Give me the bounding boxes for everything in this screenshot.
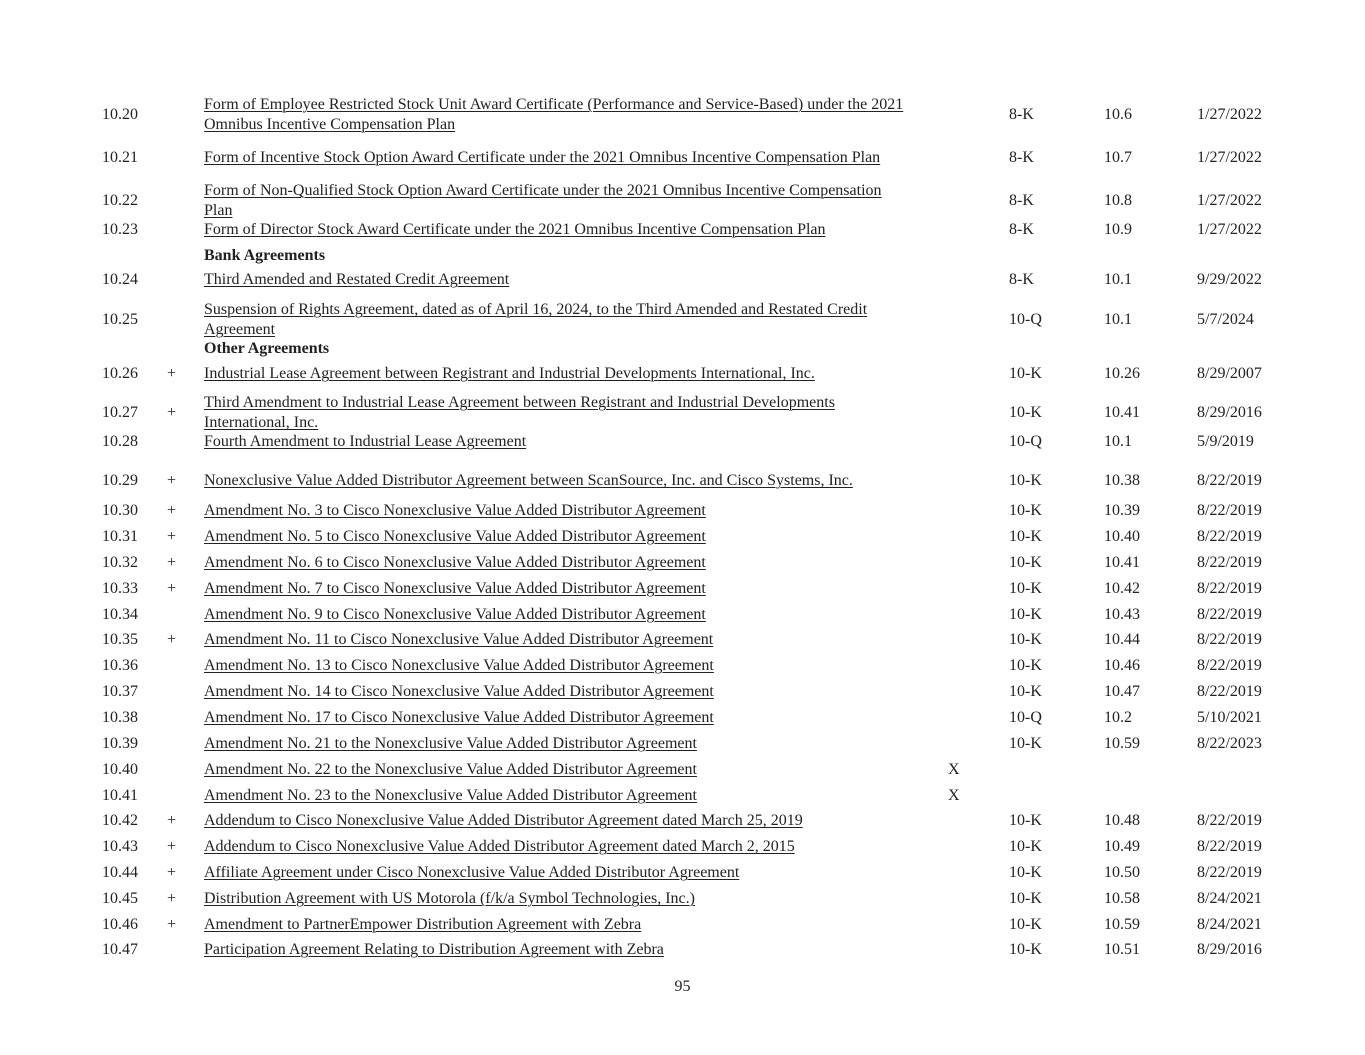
exhibit-row bbox=[0, 862, 1365, 884]
exhibit-number: 10.26 bbox=[102, 365, 138, 382]
incorporated-exhibit: 10.1 bbox=[1104, 271, 1132, 288]
page-number: 95 bbox=[674, 978, 691, 995]
incorporated-filing-date: 8/22/2019 bbox=[1197, 812, 1262, 829]
exhibit-row bbox=[0, 363, 1365, 385]
management-contract-mark: + bbox=[167, 812, 177, 829]
incorporated-exhibit: 10.41 bbox=[1104, 404, 1140, 421]
exhibit-description-link[interactable]: Form of Employee Restricted Stock Unit Award Certificate (Performance and Service-Based) under the 2021 Omnibus Incentive Compensation Plan bbox=[204, 96, 904, 133]
incorporated-exhibit: 10.51 bbox=[1104, 941, 1140, 958]
exhibit-row bbox=[0, 604, 1365, 626]
exhibit-description-link[interactable]: Form of Non-Qualified Stock Option Award Certificate under the 2021 Omnibus Incentive Compensation Plan bbox=[204, 182, 882, 219]
exhibit-number: 10.29 bbox=[102, 472, 138, 489]
incorporated-filing-date: 8/22/2019 bbox=[1197, 657, 1262, 674]
exhibit-number: 10.28 bbox=[102, 433, 138, 450]
incorporated-form: 8-K bbox=[1009, 106, 1034, 123]
exhibit-description-link[interactable]: Amendment No. 9 to Cisco Nonexclusive Value Added Distributor Agreement bbox=[204, 606, 706, 623]
incorporated-exhibit: 10.2 bbox=[1104, 709, 1132, 726]
incorporated-filing-date: 8/22/2019 bbox=[1197, 606, 1262, 623]
management-contract-mark: + bbox=[167, 554, 177, 571]
exhibit-row bbox=[0, 392, 1365, 434]
section-heading: Other Agreements bbox=[204, 340, 330, 357]
incorporated-exhibit: 10.48 bbox=[1104, 812, 1140, 829]
management-contract-mark: + bbox=[167, 528, 177, 545]
exhibit-row bbox=[0, 219, 1365, 241]
exhibit-number: 10.33 bbox=[102, 580, 138, 597]
incorporated-filing-date: 1/27/2022 bbox=[1197, 106, 1262, 123]
incorporated-exhibit: 10.26 bbox=[1104, 365, 1140, 382]
exhibit-number: 10.40 bbox=[102, 761, 138, 778]
incorporated-filing-date: 9/29/2022 bbox=[1197, 271, 1262, 288]
incorporated-exhibit: 10.59 bbox=[1104, 735, 1140, 752]
exhibit-row bbox=[0, 552, 1365, 574]
incorporated-exhibit: 10.43 bbox=[1104, 606, 1140, 623]
exhibit-number: 10.41 bbox=[102, 787, 138, 804]
incorporated-filing-date: 8/29/2007 bbox=[1197, 365, 1262, 382]
incorporated-form: 10-K bbox=[1009, 683, 1042, 700]
management-contract-mark: + bbox=[167, 365, 177, 382]
incorporated-exhibit: 10.1 bbox=[1104, 311, 1132, 328]
incorporated-form: 8-K bbox=[1009, 149, 1034, 166]
exhibit-row bbox=[0, 269, 1365, 291]
exhibit-row bbox=[0, 431, 1365, 453]
exhibit-description-link[interactable]: Third Amendment to Industrial Lease Agreement between Registrant and Industrial Developments International, Inc. bbox=[204, 394, 835, 431]
incorporated-exhibit: 10.41 bbox=[1104, 554, 1140, 571]
exhibit-description-link[interactable]: Addendum to Cisco Nonexclusive Value Added Distributor Agreement dated March 2, 2015 bbox=[204, 838, 795, 855]
incorporated-exhibit: 10.7 bbox=[1104, 149, 1132, 166]
incorporated-exhibit: 10.40 bbox=[1104, 528, 1140, 545]
incorporated-exhibit: 10.8 bbox=[1104, 192, 1132, 209]
exhibit-number: 10.27 bbox=[102, 404, 138, 421]
exhibit-row bbox=[0, 681, 1365, 703]
incorporated-filing-date: 8/24/2021 bbox=[1197, 916, 1262, 933]
incorporated-form: 10-K bbox=[1009, 404, 1042, 421]
exhibit-description-link[interactable]: Amendment to PartnerEmpower Distribution Agreement with Zebra bbox=[204, 916, 642, 933]
exhibit-row bbox=[0, 785, 1365, 807]
exhibit-row bbox=[0, 299, 1365, 341]
incorporated-form: 10-K bbox=[1009, 631, 1042, 648]
incorporated-form: 10-K bbox=[1009, 916, 1042, 933]
exhibit-description-link[interactable]: Third Amended and Restated Credit Agreement bbox=[204, 271, 510, 288]
exhibit-row bbox=[0, 500, 1365, 522]
incorporated-form: 10-Q bbox=[1009, 709, 1042, 726]
section-heading: Bank Agreements bbox=[204, 247, 326, 264]
exhibit-description-link[interactable]: Amendment No. 23 to the Nonexclusive Value Added Distributor Agreement bbox=[204, 787, 697, 804]
incorporated-form: 8-K bbox=[1009, 221, 1034, 238]
incorporated-exhibit: 10.58 bbox=[1104, 890, 1140, 907]
incorporated-exhibit: 10.9 bbox=[1104, 221, 1132, 238]
exhibit-description-link[interactable]: Industrial Lease Agreement between Registrant and Industrial Developments International, Inc. bbox=[204, 365, 815, 382]
incorporated-form: 10-Q bbox=[1009, 433, 1042, 450]
exhibit-row bbox=[0, 733, 1365, 755]
exhibit-description-link[interactable]: Amendment No. 22 to the Nonexclusive Value Added Distributor Agreement bbox=[204, 761, 697, 778]
incorporated-filing-date: 8/22/2019 bbox=[1197, 502, 1262, 519]
incorporated-filing-date: 8/22/2019 bbox=[1197, 683, 1262, 700]
exhibit-row bbox=[0, 707, 1365, 729]
exhibit-description-link[interactable]: Distribution Agreement with US Motorola (f/k/a Symbol Technologies, Inc.) bbox=[204, 890, 695, 907]
filed-herewith-mark: X bbox=[948, 761, 960, 778]
exhibit-number: 10.46 bbox=[102, 916, 138, 933]
exhibit-number: 10.35 bbox=[102, 631, 138, 648]
incorporated-form: 10-K bbox=[1009, 890, 1042, 907]
incorporated-form: 10-K bbox=[1009, 657, 1042, 674]
exhibit-description-link[interactable]: Amendment No. 13 to Cisco Nonexclusive Value Added Distributor Agreement bbox=[204, 657, 714, 674]
exhibit-row bbox=[0, 759, 1365, 781]
incorporated-filing-date: 8/22/2019 bbox=[1197, 864, 1262, 881]
exhibit-number: 10.22 bbox=[102, 192, 138, 209]
exhibit-row bbox=[0, 810, 1365, 832]
exhibit-number: 10.25 bbox=[102, 311, 138, 328]
exhibit-description-link[interactable]: Amendment No. 5 to Cisco Nonexclusive Value Added Distributor Agreement bbox=[204, 528, 706, 545]
exhibit-description-link[interactable]: Nonexclusive Value Added Distributor Agreement between ScanSource, Inc. and Cisco Systems, Inc. bbox=[204, 472, 853, 489]
exhibit-number: 10.32 bbox=[102, 554, 138, 571]
incorporated-exhibit: 10.49 bbox=[1104, 838, 1140, 855]
management-contract-mark: + bbox=[167, 472, 177, 489]
management-contract-mark: + bbox=[167, 838, 177, 855]
incorporated-form: 10-K bbox=[1009, 838, 1042, 855]
incorporated-filing-date: 1/27/2022 bbox=[1197, 221, 1262, 238]
incorporated-exhibit: 10.50 bbox=[1104, 864, 1140, 881]
incorporated-exhibit: 10.44 bbox=[1104, 631, 1140, 648]
exhibit-description-link[interactable]: Form of Incentive Stock Option Award Certificate under the 2021 Omnibus Incentive Compensation Plan bbox=[204, 149, 881, 166]
incorporated-form: 10-K bbox=[1009, 941, 1042, 958]
incorporated-filing-date: 5/10/2021 bbox=[1197, 709, 1262, 726]
exhibit-number: 10.38 bbox=[102, 709, 138, 726]
exhibit-number: 10.30 bbox=[102, 502, 138, 519]
management-contract-mark: + bbox=[167, 404, 177, 421]
incorporated-filing-date: 8/22/2019 bbox=[1197, 580, 1262, 597]
incorporated-exhibit: 10.42 bbox=[1104, 580, 1140, 597]
incorporated-form: 10-K bbox=[1009, 812, 1042, 829]
exhibit-description-link[interactable]: Amendment No. 6 to Cisco Nonexclusive Value Added Distributor Agreement bbox=[204, 554, 706, 571]
exhibit-description-link[interactable]: Form of Director Stock Award Certificate under the 2021 Omnibus Incentive Compensation Plan bbox=[204, 221, 826, 238]
exhibit-number: 10.42 bbox=[102, 812, 138, 829]
incorporated-filing-date: 8/22/2019 bbox=[1197, 472, 1262, 489]
incorporated-filing-date: 5/7/2024 bbox=[1197, 311, 1254, 328]
incorporated-filing-date: 8/22/2019 bbox=[1197, 554, 1262, 571]
incorporated-filing-date: 8/22/2019 bbox=[1197, 838, 1262, 855]
exhibit-number: 10.36 bbox=[102, 657, 138, 674]
incorporated-form: 10-Q bbox=[1009, 311, 1042, 328]
incorporated-exhibit: 10.59 bbox=[1104, 916, 1140, 933]
exhibit-number: 10.34 bbox=[102, 606, 138, 623]
exhibit-description-link[interactable]: Suspension of Rights Agreement, dated as of April 16, 2024, to the Third Amended and Restated Credit Agreement bbox=[204, 301, 868, 338]
exhibit-description-link[interactable]: Affiliate Agreement under Cisco Nonexclusive Value Added Distributor Agreement bbox=[204, 864, 740, 881]
exhibit-row bbox=[0, 180, 1365, 222]
exhibit-number: 10.21 bbox=[102, 149, 138, 166]
management-contract-mark: + bbox=[167, 864, 177, 881]
exhibit-number: 10.44 bbox=[102, 864, 138, 881]
incorporated-form: 8-K bbox=[1009, 192, 1034, 209]
exhibit-number: 10.43 bbox=[102, 838, 138, 855]
management-contract-mark: + bbox=[167, 916, 177, 933]
incorporated-form: 10-K bbox=[1009, 472, 1042, 489]
exhibit-number: 10.31 bbox=[102, 528, 138, 545]
exhibit-number: 10.39 bbox=[102, 735, 138, 752]
exhibit-row bbox=[0, 888, 1365, 910]
exhibit-row bbox=[0, 655, 1365, 677]
incorporated-form: 10-K bbox=[1009, 502, 1042, 519]
exhibit-description-link[interactable]: Amendment No. 14 to Cisco Nonexclusive Value Added Distributor Agreement bbox=[204, 683, 714, 700]
incorporated-filing-date: 8/22/2023 bbox=[1197, 735, 1262, 752]
exhibit-row bbox=[0, 460, 1365, 502]
incorporated-filing-date: 1/27/2022 bbox=[1197, 149, 1262, 166]
incorporated-exhibit: 10.46 bbox=[1104, 657, 1140, 674]
incorporated-form: 10-K bbox=[1009, 606, 1042, 623]
incorporated-filing-date: 1/27/2022 bbox=[1197, 192, 1262, 209]
exhibit-description-link[interactable]: Addendum to Cisco Nonexclusive Value Added Distributor Agreement dated March 25, 2019 bbox=[204, 812, 803, 829]
section-heading-row bbox=[0, 339, 1365, 359]
incorporated-filing-date: 8/29/2016 bbox=[1197, 941, 1262, 958]
exhibit-description-link[interactable]: Participation Agreement Relating to Distribution Agreement with Zebra bbox=[204, 941, 664, 958]
exhibit-number: 10.37 bbox=[102, 683, 138, 700]
incorporated-exhibit: 10.1 bbox=[1104, 433, 1132, 450]
exhibit-description-link[interactable]: Amendment No. 17 to Cisco Nonexclusive Value Added Distributor Agreement bbox=[204, 709, 714, 726]
exhibit-description-link[interactable]: Fourth Amendment to Industrial Lease Agreement bbox=[204, 433, 527, 450]
incorporated-form: 10-K bbox=[1009, 580, 1042, 597]
exhibit-description-link[interactable]: Amendment No. 21 to the Nonexclusive Value Added Distributor Agreement bbox=[204, 735, 697, 752]
incorporated-exhibit: 10.39 bbox=[1104, 502, 1140, 519]
management-contract-mark: + bbox=[167, 890, 177, 907]
exhibit-row bbox=[0, 137, 1365, 179]
incorporated-form: 8-K bbox=[1009, 271, 1034, 288]
incorporated-form: 10-K bbox=[1009, 528, 1042, 545]
management-contract-mark: + bbox=[167, 580, 177, 597]
management-contract-mark: + bbox=[167, 502, 177, 519]
exhibit-row bbox=[0, 939, 1365, 961]
incorporated-filing-date: 8/22/2019 bbox=[1197, 528, 1262, 545]
incorporated-form: 10-K bbox=[1009, 864, 1042, 881]
exhibit-row bbox=[0, 836, 1365, 858]
exhibit-row bbox=[0, 94, 1365, 136]
incorporated-filing-date: 8/29/2016 bbox=[1197, 404, 1262, 421]
exhibit-row bbox=[0, 629, 1365, 651]
exhibit-row bbox=[0, 914, 1365, 936]
incorporated-exhibit: 10.6 bbox=[1104, 106, 1132, 123]
exhibit-number: 10.24 bbox=[102, 271, 138, 288]
filed-herewith-mark: X bbox=[948, 787, 960, 804]
incorporated-filing-date: 8/22/2019 bbox=[1197, 631, 1262, 648]
exhibit-number: 10.45 bbox=[102, 890, 138, 907]
exhibit-description-link[interactable]: Amendment No. 11 to Cisco Nonexclusive Value Added Distributor Agreement bbox=[204, 631, 714, 648]
incorporated-filing-date: 8/24/2021 bbox=[1197, 890, 1262, 907]
exhibit-row bbox=[0, 578, 1365, 600]
incorporated-form: 10-K bbox=[1009, 365, 1042, 382]
management-contract-mark: + bbox=[167, 631, 177, 648]
exhibit-number: 10.47 bbox=[102, 941, 138, 958]
incorporated-exhibit: 10.38 bbox=[1104, 472, 1140, 489]
exhibit-number: 10.20 bbox=[102, 106, 138, 123]
incorporated-form: 10-K bbox=[1009, 735, 1042, 752]
incorporated-form: 10-K bbox=[1009, 554, 1042, 571]
incorporated-exhibit: 10.47 bbox=[1104, 683, 1140, 700]
exhibit-description-link[interactable]: Amendment No. 3 to Cisco Nonexclusive Value Added Distributor Agreement bbox=[204, 502, 706, 519]
exhibit-description-link[interactable]: Amendment No. 7 to Cisco Nonexclusive Value Added Distributor Agreement bbox=[204, 580, 706, 597]
exhibit-number: 10.23 bbox=[102, 221, 138, 238]
incorporated-filing-date: 5/9/2019 bbox=[1197, 433, 1254, 450]
section-heading-row bbox=[0, 246, 1365, 266]
exhibit-row bbox=[0, 526, 1365, 548]
